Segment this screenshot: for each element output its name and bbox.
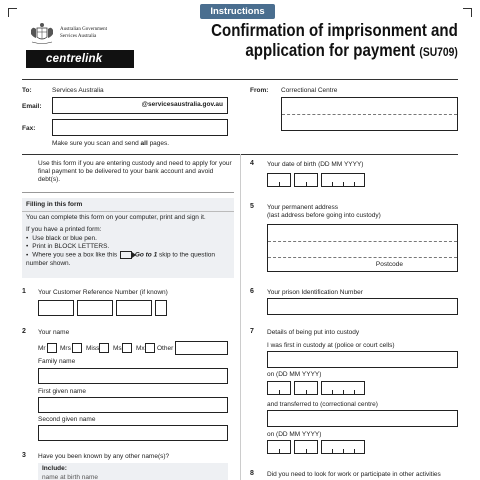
q3-number: 3: [22, 452, 26, 459]
from-value: Correctional Centre: [281, 87, 338, 94]
government-wordmark: [60, 27, 107, 40]
transfer-date-day[interactable]: [267, 440, 291, 454]
q1-number: 1: [22, 288, 26, 295]
scan-note: [52, 140, 169, 148]
q5-number: 5: [250, 203, 254, 210]
q8-number: 8: [250, 470, 254, 477]
title-other-field[interactable]: [175, 341, 228, 355]
permanent-address-field[interactable]: [267, 224, 458, 272]
filling-heading-rule: [22, 211, 234, 212]
q4-label: Your date of birth (DD MM YYYY): [267, 161, 364, 168]
address-line-1: [268, 241, 457, 242]
corner-mark-top-left: [8, 8, 17, 17]
bullet-skip-post: skip to the question number shown.: [26, 251, 216, 268]
transfer-date-year[interactable]: [321, 440, 365, 454]
title-mr-checkbox[interactable]: [47, 343, 57, 353]
title-line-2: application for payment: [245, 40, 416, 60]
title-mx-checkbox[interactable]: [145, 343, 155, 353]
q7-number: 7: [250, 328, 254, 335]
first-name-label: First given name: [38, 388, 87, 395]
title-mrs-checkbox[interactable]: [72, 343, 82, 353]
q2-number: 2: [22, 328, 26, 335]
email-field[interactable]: [52, 97, 228, 114]
q1-label: Your Customer Reference Number (if known): [38, 289, 168, 296]
q7-label: Details of being put into custody: [267, 329, 360, 336]
to-value: Services Australia: [52, 87, 104, 94]
q2-label: Your name: [38, 329, 70, 336]
title-ms-label: Ms: [113, 345, 122, 352]
bullet-skip: [26, 251, 232, 268]
transfer-date-month[interactable]: [294, 440, 318, 454]
dob-month[interactable]: [294, 173, 318, 187]
corner-mark-top-right: [463, 8, 472, 17]
q3-include-heading: Include:: [42, 465, 67, 472]
bullet-block-letters: • Print in BLOCK LETTERS.: [26, 243, 232, 251]
title-mx-label: Mx: [136, 345, 145, 352]
intro-text: Use this form if you are entering custody and need to apply for your final payment to be delivered to your bank account and avoid debt(s).: [38, 160, 232, 184]
first-custody-field[interactable]: [267, 351, 458, 368]
filling-heading: Filling in this form: [26, 201, 83, 208]
first-custody-label: I was first in custody at (police or court cells): [267, 342, 395, 349]
title-mr-label: Mr: [38, 345, 46, 352]
address-line-2: [268, 257, 457, 258]
custody-date-month[interactable]: [294, 381, 318, 395]
title-line-1: Confirmation of imprisonment and: [211, 20, 458, 40]
scan-note-pre: Make sure you scan and send: [52, 140, 141, 147]
custody-date-year[interactable]: [321, 381, 365, 395]
to-label: To:: [22, 87, 32, 94]
postcode-label: Postcode: [375, 261, 403, 268]
gov-line-2: Services Australia: [60, 33, 97, 39]
transfer-date-label: on (DD MM YYYY): [267, 431, 322, 438]
filling-line-2: If you have a printed form:: [26, 226, 102, 233]
bullet-skip-pre: Where you see a box like this: [32, 251, 118, 259]
instructions-tab[interactable]: Instructions: [200, 4, 275, 19]
second-name-label: Second given name: [38, 416, 96, 423]
q5-label-line-1: Your permanent address: [267, 204, 338, 211]
bullet-skip-goto: Go to 1: [134, 251, 158, 259]
first-name-field[interactable]: [38, 397, 228, 413]
transferred-label: and transferred to (correctional centre): [267, 401, 378, 408]
form-code: (SU709): [419, 45, 458, 59]
crn-segment-4[interactable]: [155, 300, 167, 316]
transferred-field[interactable]: [267, 410, 458, 427]
q4-number: 4: [250, 160, 254, 167]
from-field[interactable]: [281, 97, 458, 131]
title-miss-checkbox[interactable]: [99, 343, 109, 353]
q6-number: 6: [250, 288, 254, 295]
q3-include-partial: name at birth name: [42, 474, 99, 480]
scan-note-bold: all: [140, 140, 148, 147]
family-name-field[interactable]: [38, 368, 228, 384]
email-domain: @servicesaustralia.gov.au: [141, 101, 223, 108]
email-label: Email:: [22, 103, 42, 110]
gov-line-1: Australian Government: [60, 27, 108, 32]
q8-label: Did you need to look for work or participate in other activities: [267, 471, 441, 478]
custody-date-label: on (DD MM YYYY): [267, 371, 322, 378]
from-label: From:: [250, 87, 269, 94]
title-mrs-label: Mrs: [60, 345, 71, 352]
crn-segment-2[interactable]: [77, 300, 113, 316]
crn-segment-1[interactable]: [38, 300, 74, 316]
family-name-label: Family name: [38, 358, 76, 365]
filling-line-1: You can complete this form on your computer, print and sign it.: [26, 214, 206, 221]
header-rule: [22, 79, 458, 80]
go-to-arrow-icon: [120, 251, 132, 259]
filling-bullets: [26, 235, 232, 268]
prison-id-field[interactable]: [267, 298, 458, 315]
q3-label: Have you been known by any other name(s)?: [38, 453, 170, 460]
title-ms-checkbox[interactable]: [122, 343, 132, 353]
crn-segment-3[interactable]: [116, 300, 152, 316]
scan-note-post: pages.: [147, 140, 170, 147]
dob-year[interactable]: [321, 173, 365, 187]
intro-rule: [22, 192, 234, 193]
custody-date-day[interactable]: [267, 381, 291, 395]
centrelink-logo: centrelink: [26, 50, 134, 68]
second-name-field[interactable]: [38, 425, 228, 441]
from-field-divider: [282, 114, 457, 115]
q5-label-line-2: (last address before going into custody): [267, 212, 381, 219]
column-divider: [240, 154, 241, 480]
dob-day[interactable]: [267, 173, 291, 187]
title-other-label: Other: [157, 345, 174, 352]
bullet-pen: • Use black or blue pen.: [26, 235, 232, 243]
title-miss-label: Miss: [86, 345, 100, 352]
q6-label: Your prison Identification Number: [267, 289, 363, 296]
fax-label: Fax:: [22, 125, 36, 132]
fax-field[interactable]: [52, 119, 228, 136]
form-title: [211, 20, 458, 62]
coat-of-arms-icon: [28, 22, 56, 46]
